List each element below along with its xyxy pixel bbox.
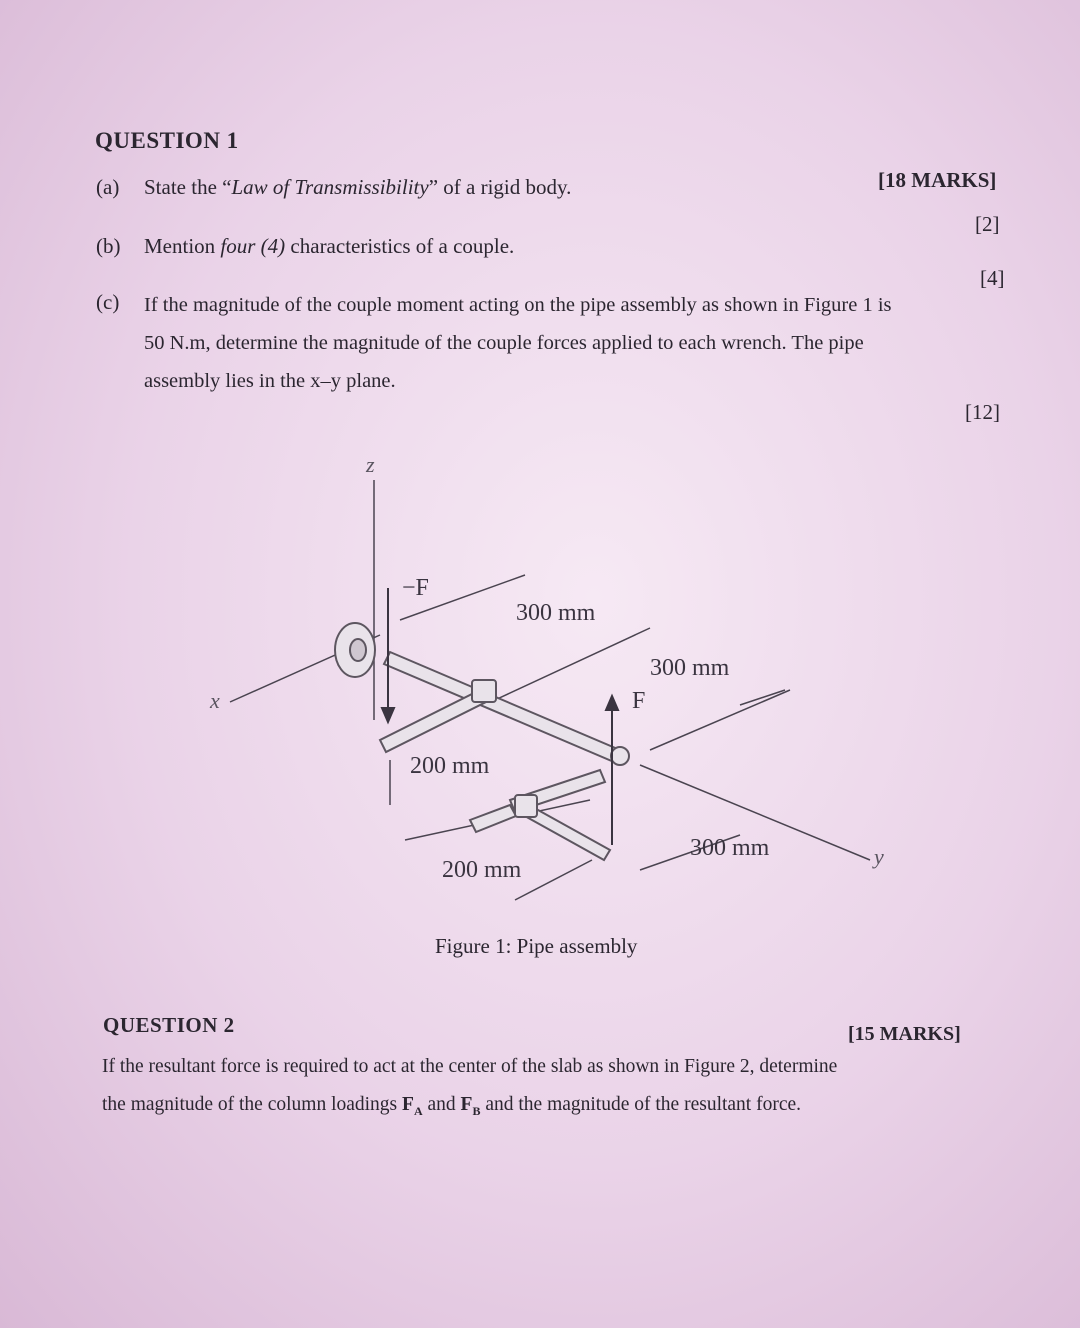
fb-subscript: B bbox=[472, 1103, 481, 1118]
fb-symbol: F bbox=[460, 1094, 473, 1115]
dim-bottom-wrench-label: 200 mm bbox=[442, 857, 522, 883]
part-c-line2: 50 N.m, determine the magnitude of the couple forces applied to each wrench. The pipe bbox=[144, 332, 864, 354]
question1-part-c bbox=[144, 286, 892, 400]
force-neg-arrowhead bbox=[382, 708, 394, 722]
question2-body bbox=[102, 1048, 837, 1130]
fa-subscript: A bbox=[413, 1103, 423, 1118]
part-c-marks: [12] bbox=[965, 400, 1000, 424]
question2-line2 bbox=[102, 1086, 837, 1130]
part-a-text-pre: State the “ bbox=[144, 175, 232, 199]
part-b-text-post: characteristics of a couple. bbox=[285, 234, 515, 258]
dim-right-label: 300 mm bbox=[650, 655, 730, 681]
part-b-marks: [4] bbox=[980, 266, 1005, 290]
part-b-text-pre: Mention bbox=[144, 234, 221, 258]
question2-line2-pre: the magnitude of the column loadings bbox=[102, 1094, 403, 1115]
part-a-text-em: Law of Transmissibility bbox=[231, 175, 429, 199]
dim-left-wrench-label: 200 mm bbox=[410, 753, 490, 779]
question1-total-marks: [18 MARKS] bbox=[878, 168, 997, 192]
question1-title: QUESTION 1 bbox=[95, 128, 239, 153]
dim-top-label: 300 mm bbox=[516, 600, 596, 626]
part-c-line1: If the magnitude of the couple moment acting on the pipe assembly as shown in Figure 1 is bbox=[144, 294, 892, 316]
z-axis-label: z bbox=[366, 452, 375, 477]
part-a-label: (a) bbox=[96, 175, 120, 199]
part-b-text-em: four (4) bbox=[220, 234, 286, 258]
question2-line1: If the resultant force is required to act at the center of the slab as shown in Figure 2, determine bbox=[102, 1056, 838, 1077]
figure-pipe-assembly bbox=[180, 440, 900, 920]
force-pos-label: F bbox=[632, 688, 646, 714]
question2-line2-post: and the magnitude of the resultant force. bbox=[480, 1094, 802, 1115]
part-b-label: (b) bbox=[96, 234, 121, 258]
part-a-text-post: ” of a rigid body. bbox=[428, 175, 572, 199]
force-neg-label: −F bbox=[402, 575, 429, 601]
part-c-label: (c) bbox=[96, 290, 120, 314]
dim-bottom-right-label: 300 mm bbox=[690, 835, 770, 861]
question2-line2-mid: and bbox=[422, 1094, 461, 1115]
y-axis-label: y bbox=[874, 844, 884, 869]
part-c-line3: assembly lies in the x–y plane. bbox=[144, 370, 396, 392]
fa-symbol: F bbox=[402, 1094, 414, 1115]
x-axis-label: x bbox=[210, 688, 220, 713]
figure1-caption: Figure 1: Pipe assembly bbox=[435, 934, 638, 958]
part-a-marks: [2] bbox=[975, 212, 1000, 236]
force-pos-arrowhead bbox=[606, 696, 618, 710]
question2-total-marks: [15 MARKS] bbox=[848, 1023, 961, 1045]
question2-title: QUESTION 2 bbox=[103, 1013, 235, 1037]
question1-part-a bbox=[96, 175, 571, 200]
question1-part-b bbox=[96, 234, 514, 259]
